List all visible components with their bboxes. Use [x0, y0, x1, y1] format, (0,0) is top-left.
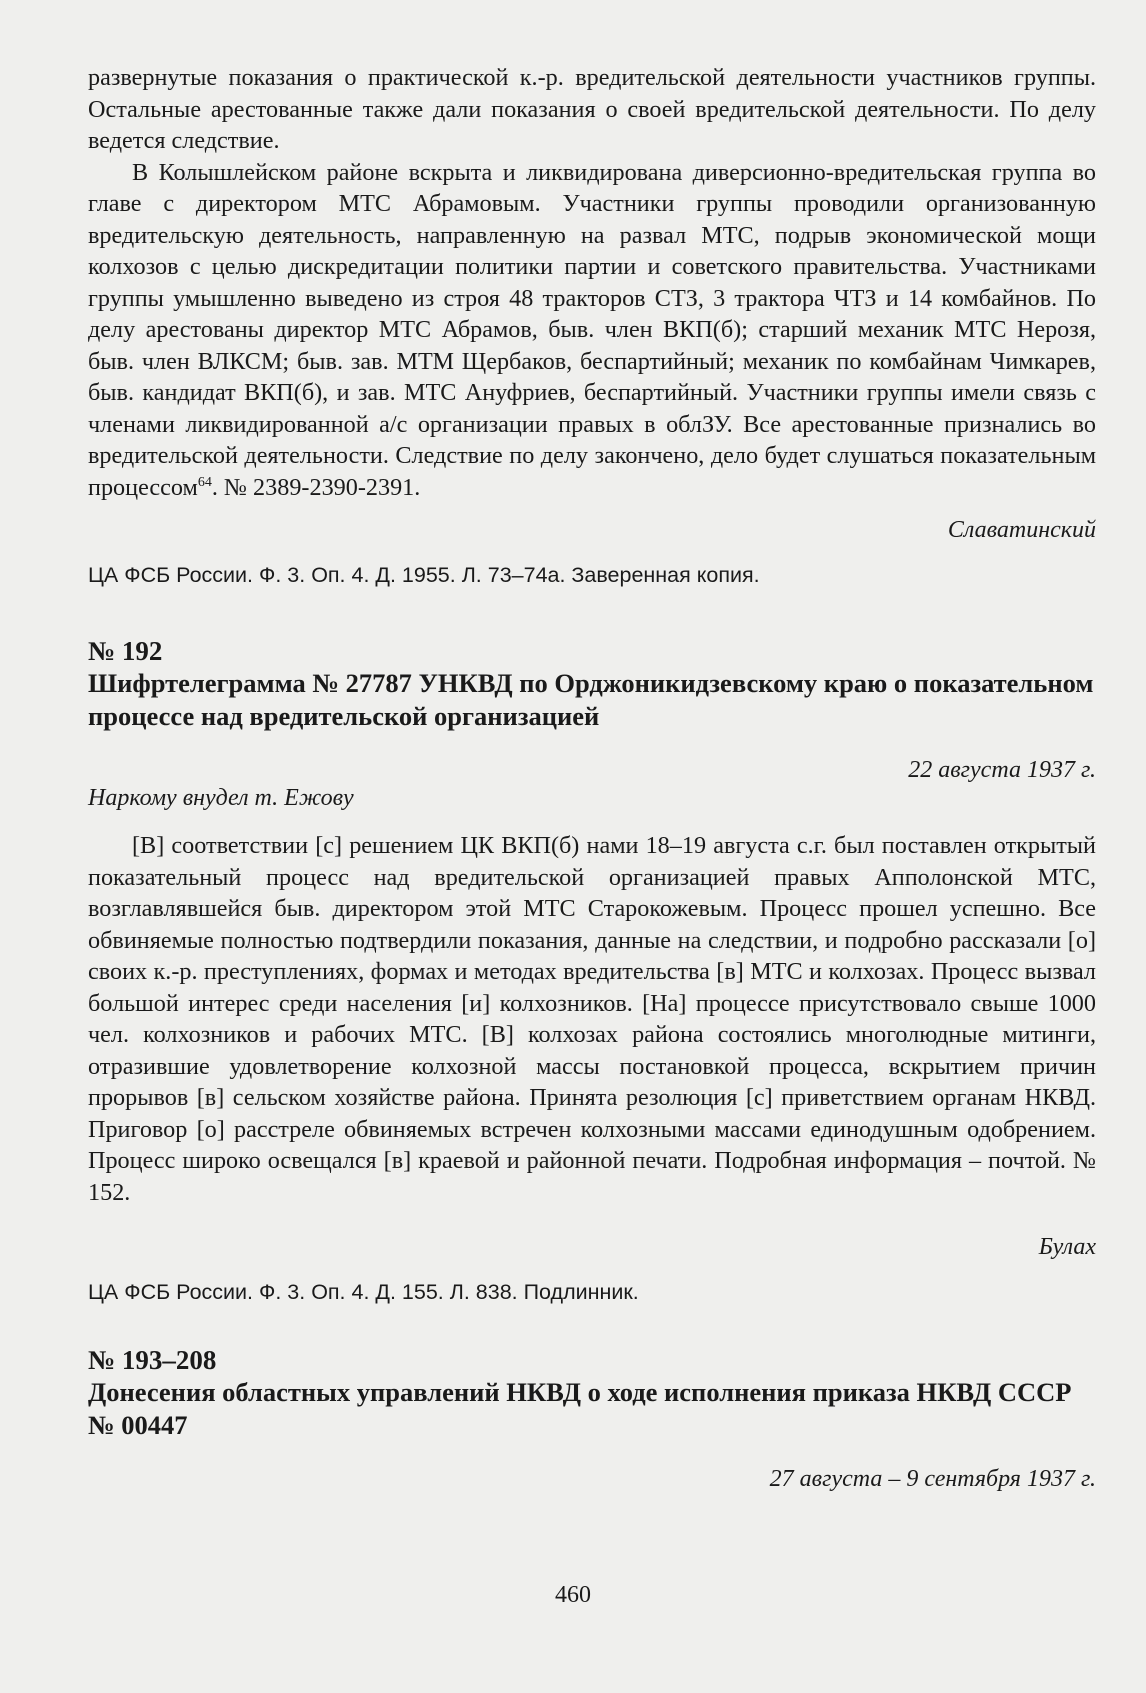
document-number-193: № 193–208: [88, 1345, 217, 1375]
page-content: [88, 62, 1096, 1493]
document-number-192: № 192: [88, 636, 163, 666]
document-title-193: Донесения областных управлений НКВД о ходе исполнения приказа НКВД СССР № 00447: [88, 1377, 1072, 1440]
archive-source-192: ЦА ФСБ России. Ф. 3. Оп. 4. Д. 155. Л. 838. Подлинник.: [88, 1280, 639, 1304]
document-body-192: [В] соответствии [с] решением ЦК ВКП(б) нами 18–19 августа с.г. был поставлен открытый показательный процесс над вредительской организацией правых Апполонской МТС, возглавлявшейся быв. директором этой МТС Старокожевым. Процесс прошел успешно. Все обвиняемые полностью подтвердили показания, данные на следствии, и подробно рассказали [о] своих к.-р. преступлениях, формах и методах вредительства [в] МТС и колхозах. Процесс вызвал большой интерес среди населения [и] колхозников. [На] процессе присутствовало свыше 1000 чел. колхозников и рабочих МТС. [В] колхозах района состоялись многолюдные митинги, отразившие удовлетворение колхозной массы постановкой процесса, вскрытием причин прорывов [в] сельском хозяйстве района. Принята резолюция [с] приветствием органам НКВД. Приговор [о] расстреле обвиняемых встречен колхозными массами единодушным одобрением. Процесс широко освещался [в] краевой и районной печати. Подробная информация – почтой. № 152.: [88, 832, 1096, 1206]
document-title-192: Шифртелеграмма № 27787 УНКВД по Орджоникидзевскому краю о показательном процессе над вредительской организацией: [88, 668, 1094, 731]
footnote-marker: 64: [197, 474, 212, 490]
paragraph-kolyshley-end: . № 2389-2390-2391.: [211, 473, 421, 501]
paragraph-continuation: развернутые показания о практической к.-р. вредительской деятельности участников группы. Остальные арестованные также дали показания о своей вредительской деятельности. По делу ведется следствие.: [88, 64, 1096, 154]
document-date-192: 22 августа 1937 г.: [908, 757, 1096, 783]
paragraph-kolyshley-text: В Колышлейском районе вскрыта и ликвидирована диверсионно-вредительская группа во главе с директором МТС Абрамовым. Участники группы проводили организованную вредительскую деятельность, направленную на развал МТС, подрыв экономической мощи колхозов с целью дискредитации политики партии и советского правительства. Участниками группы умышленно выведено из строя 48 тракторов СТЗ, 3 трактора ЧТЗ и 14 комбайнов. По делу арестованы директор МТС Абрамов, быв. член ВКП(б); старший механик МТС Нерозя, быв. член ВЛКСМ; быв. зав. МТМ Щербаков, беспартийный; механик по комбайнам Чимкарев, быв. кандидат ВКП(б), и зав. МТС Ануфриев, беспартийный. Участники группы имели связь с членами ликвидированной а/с организации правых в облЗУ. Все арестованные признались во вредительской деятельности. Следствие по делу закончено, дело будет слушаться показательным процессом: [88, 158, 1096, 501]
signature-bulakh: Булах: [1038, 1234, 1096, 1260]
archive-source-1: ЦА ФСБ России. Ф. 3. Оп. 4. Д. 1955. Л. 73–74а. Заверенная копия.: [88, 563, 760, 587]
paragraph-kolyshley: [88, 157, 1096, 504]
page-number: 460: [555, 1582, 591, 1608]
document-date-193: 27 августа – 9 сентября 1937 г.: [769, 1466, 1096, 1492]
document-addressee-192: Наркому внудел т. Ежову: [88, 785, 354, 811]
signature-slavatinsky: Славатинский: [947, 517, 1096, 543]
